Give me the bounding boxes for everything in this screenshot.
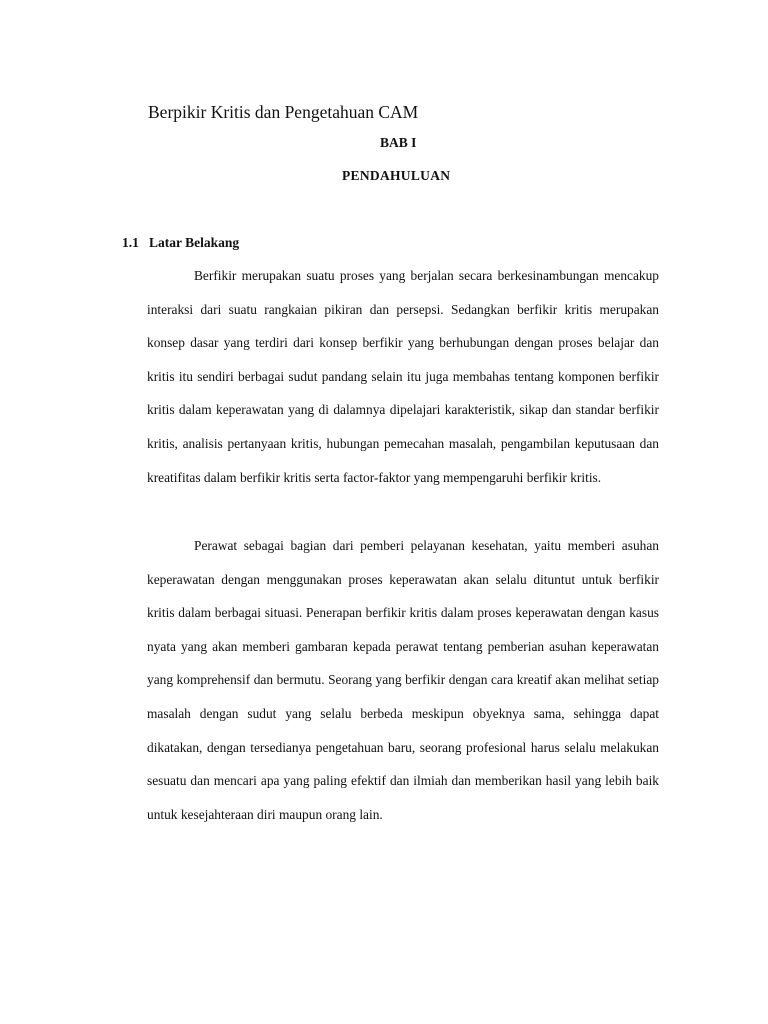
body-paragraph-1: Berfikir merupakan suatu proses yang berjalan secara berkesinambungan mencakup interaksi dari suatu rangkaian pikiran dan persepsi. Sedangkan berfikir kritis merupakan konsep dasar yang terdiri dari konsep berfikir yang berhubungan dengan proses belajar dan kritis itu sendiri berbagai sudut pandang selain itu juga membahas tentang komponen berfikir kritis dalam keperawatan yang di dalamnya dipelajari karakteristik, sikap dan standar berfikir kritis, analisis pertanyaan kritis, hubungan pemecahan masalah, pengambilan keputusaan dan kreatifitas dalam berfikir kritis serta factor-faktor yang mempengaruhi berfikir kritis. xyxy=(147,268,659,485)
chapter-title: PENDAHULUAN xyxy=(342,168,451,183)
section-heading xyxy=(122,235,239,251)
section-number: 1.1 xyxy=(122,235,139,250)
section-title: Latar Belakang xyxy=(149,235,240,250)
document-title: Berpikir Kritis dan Pengetahuan CAM xyxy=(148,102,419,122)
chapter-number: BAB I xyxy=(380,135,417,150)
body-paragraph-2: Perawat sebagai bagian dari pemberi pelayanan kesehatan, yaitu memberi asuhan keperawatan dengan menggunakan proses keperawatan akan selalu dituntut untuk berfikir kritis dalam berbagai situasi. Penerapan berfikir kritis dalam proses keperawatan dengan kasus nyata yang akan memberi gambaran kepada perawat tentang pemberian asuhan keperawatan yang komprehensif dan bermutu. Seorang yang berfikir dengan cara kreatif akan melihat setiap masalah dengan sudut yang selalu berbeda meskipun obyeknya sama, sehingga dapat dikatakan, dengan tersedianya pengetahuan baru, seorang profesional harus selalu melakukan sesuatu dan mencari apa yang paling efektif dan ilmiah dan memberikan hasil yang lebih baik untuk kesejahteraan diri maupun orang lain. xyxy=(147,538,659,822)
